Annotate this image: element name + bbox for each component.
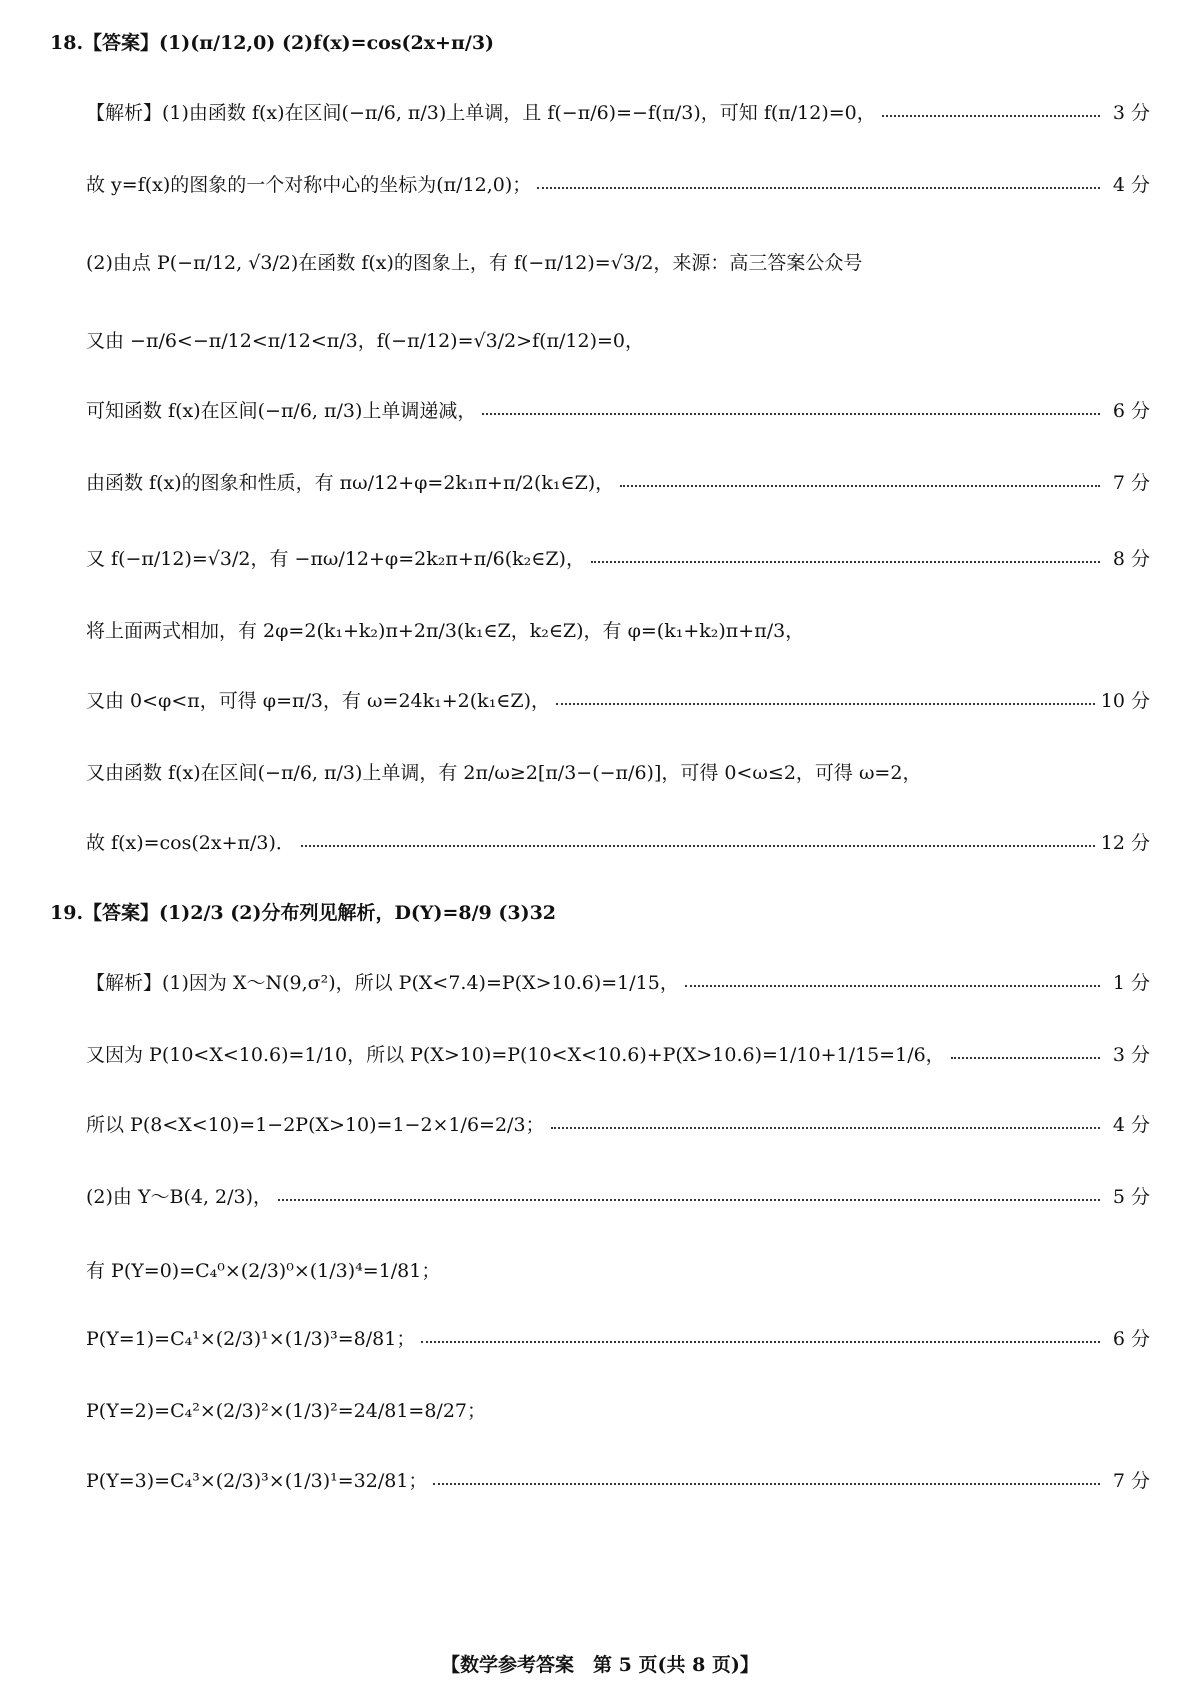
- q18-line-11: [86, 828, 1150, 855]
- q19-line-2-text: 又因为 P(10<X<10.6)=1/10，所以 P(X>10)=P(10<X<10.6)+P(X>10.6)=1/10+1/15=1/6，: [86, 1044, 945, 1066]
- q19-line-3: [86, 1110, 1150, 1137]
- q18-line-7-score: 8 分: [1112, 548, 1150, 570]
- q18-line-10: [86, 758, 1150, 785]
- q19-line-6: [86, 1324, 1150, 1351]
- q19-line-6-score: 6 分: [1112, 1328, 1150, 1350]
- leader-dots: [620, 485, 1100, 487]
- q18-line-2: [86, 170, 1150, 197]
- q19-line-8-text: P(Y=3)=C₄³×(2/3)³×(1/3)¹=32/81；: [86, 1470, 428, 1492]
- q18-answer-line: [50, 28, 1150, 55]
- q19-line-4-text: (2)由 Y～B(4, 2/3)，: [86, 1186, 273, 1208]
- q19-line-6-text: P(Y=1)=C₄¹×(2/3)¹×(1/3)³=8/81；: [86, 1328, 416, 1350]
- q18-line-3: [86, 248, 1150, 275]
- q19-line-3-text: 所以 P(8<X<10)=1−2P(X>10)=1−2×1/6=2/3；: [86, 1114, 545, 1136]
- q18-line-6: [86, 468, 1150, 495]
- q19-line-5: [86, 1256, 1150, 1283]
- leader-dots: [882, 115, 1100, 117]
- q18-line-1: [86, 98, 1150, 125]
- q19-line-2-score: 3 分: [1112, 1044, 1150, 1066]
- q18-line-5-score: 6 分: [1112, 400, 1150, 422]
- q18-line-1-score: 3 分: [1112, 102, 1150, 124]
- q18-line-8: [86, 616, 1150, 643]
- q19-line-1: [86, 968, 1150, 995]
- q18-line-6-score: 7 分: [1112, 472, 1150, 494]
- q18-line-11-score: 12 分: [1100, 832, 1150, 854]
- leader-dots: [685, 985, 1100, 987]
- q18-line-4: [86, 326, 1150, 353]
- q18-line-8-text: 将上面两式相加，有 2φ=2(k₁+k₂)π+2π/3(k₁∈Z，k₂∈Z)，有 φ=(k₁+k₂)π+π/3，: [86, 620, 805, 642]
- q18-line-11-text: 故 f(x)=cos(2x+π/3)．: [86, 832, 295, 854]
- q18-line-6-text: 由函数 f(x)的图象和性质，有 πω/12+φ=2k₁π+π/2(k₁∈Z)，: [86, 472, 615, 494]
- q19-line-1-text: 【解析】(1)因为 X～N(9,σ²)，所以 P(X<7.4)=P(X>10.6)=1/15，: [86, 972, 679, 994]
- q18-line-5: [86, 396, 1150, 423]
- q18-line-2-text: 故 y=f(x)的图象的一个对称中心的坐标为(π/12,0)；: [86, 174, 532, 196]
- leader-dots: [556, 703, 1095, 705]
- q19-line-8-score: 7 分: [1112, 1470, 1150, 1492]
- leader-dots: [482, 413, 1100, 415]
- q18-line-3-text: (2)由点 P(−π/12, √3/2)在函数 f(x)的图象上，有 f(−π/12)=√3/2，来源：高三答案公众号: [86, 252, 863, 274]
- q18-line-9-score: 10 分: [1100, 690, 1150, 712]
- q18-line-4-text: 又由 −π/6<−π/12<π/12<π/3，f(−π/12)=√3/2>f(π/12)=0，: [86, 330, 645, 352]
- leader-dots: [433, 1483, 1100, 1485]
- q18-line-9-text: 又由 0<φ<π，可得 φ=π/3，有 ω=24k₁+2(k₁∈Z)，: [86, 690, 550, 712]
- q18-line-7-text: 又 f(−π/12)=√3/2，有 −πω/12+φ=2k₂π+π/6(k₂∈Z)，: [86, 548, 585, 570]
- q19-line-2: [86, 1040, 1150, 1067]
- q18-answer: 18.【答案】(1)(π/12,0) (2)f(x)=cos(2x+π/3): [50, 32, 495, 54]
- q19-line-7-text: P(Y=2)=C₄²×(2/3)²×(1/3)²=24/81=8/27；: [86, 1400, 486, 1422]
- leader-dots: [551, 1127, 1100, 1129]
- q18-line-1-text: 【解析】(1)由函数 f(x)在区间(−π/6, π/3)上单调，且 f(−π/6)=−f(π/3)，可知 f(π/12)=0，: [86, 102, 876, 124]
- q19-line-8: [86, 1466, 1150, 1493]
- q18-line-5-text: 可知函数 f(x)在区间(−π/6, π/3)上单调递减，: [86, 400, 477, 422]
- leader-dots: [951, 1057, 1100, 1059]
- leader-dots: [278, 1199, 1100, 1201]
- leader-dots: [301, 845, 1095, 847]
- q19-line-5-text: 有 P(Y=0)=C₄⁰×(2/3)⁰×(1/3)⁴=1/81；: [86, 1260, 441, 1282]
- q18-line-7: [86, 544, 1150, 571]
- q19-line-4-score: 5 分: [1112, 1186, 1150, 1208]
- q19-line-4: [86, 1182, 1150, 1209]
- leader-dots: [421, 1341, 1100, 1343]
- page-footer: 【数学参考答案 第 5 页(共 8 页)】: [441, 1654, 759, 1676]
- q19-line-7: [86, 1396, 1150, 1423]
- q18-line-10-text: 又由函数 f(x)在区间(−π/6, π/3)上单调，有 2π/ω≥2[π/3−(−π/6)]，可得 0<ω≤2，可得 ω=2，: [86, 762, 922, 784]
- q18-line-9: [86, 686, 1150, 713]
- q19-answer: 19.【答案】(1)2/3 (2)分布列见解析，D(Y)=8/9 (3)32: [50, 902, 557, 924]
- q19-line-3-score: 4 分: [1112, 1114, 1150, 1136]
- leader-dots: [537, 187, 1100, 189]
- leader-dots: [591, 561, 1100, 563]
- q18-line-2-score: 4 分: [1112, 174, 1150, 196]
- q19-answer-line: [50, 898, 1150, 925]
- q19-line-1-score: 1 分: [1112, 972, 1150, 994]
